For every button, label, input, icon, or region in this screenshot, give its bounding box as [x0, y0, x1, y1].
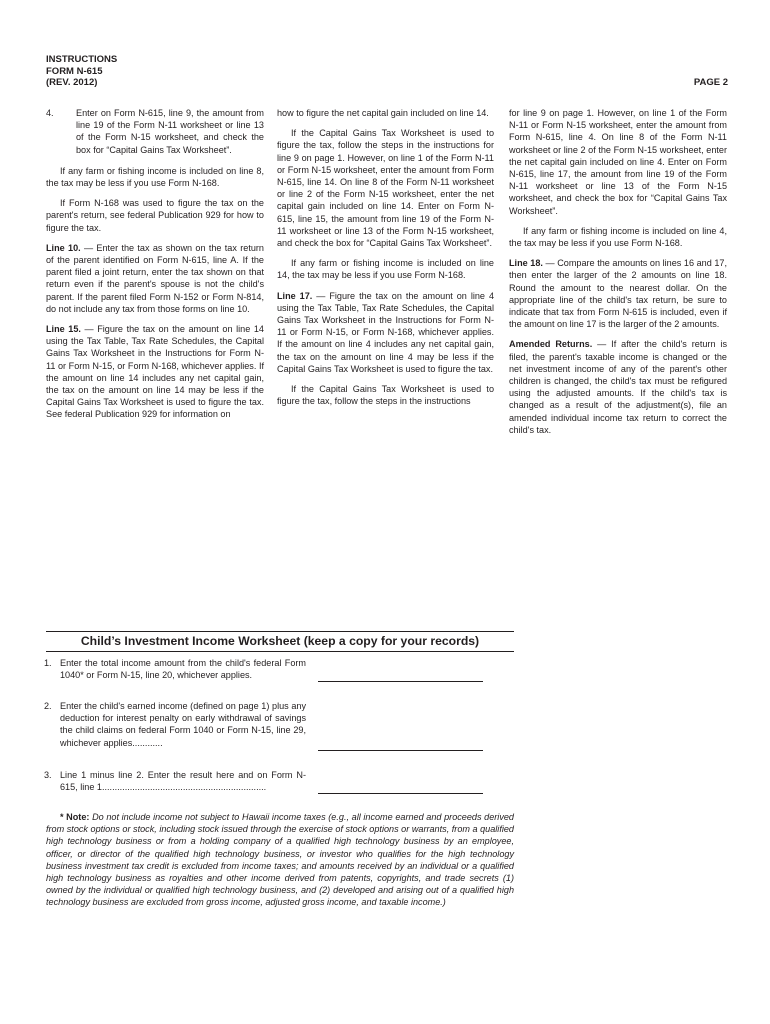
- line-10-label: Line 10.: [46, 242, 81, 253]
- paragraph-capital-gains-worksheet: If the Capital Gains Tax Worksheet is used to figure the tax, follow the steps in the instructions for line 9 on page 1. However, on line 1 of the Form N-11 or Form N-15 worksheet, enter the amount from Form N-615, line 14. On line 8 of the Form N-11 worksheet or line 2 of the Form N-15 worksheet, enter the net capital gain included on line 14. Enter on Form N-615, line 15, the amount from line 19 of the Form N-11 worksheet or line 13 of the Form N-15 worksheet, and check the box for “Capital Gains Tax Worksheet”.: [277, 128, 494, 249]
- line-10-text: — Enter the tax as shown on the tax return of the parent identified on Form N-615, line A. If the parent filed a joint return, enter the tax shown on that return even if the parent's spouse is not the child's parent. If the parent filed Form N-152 or Form N-814, do not include any tax from those forms on line 10.: [46, 242, 264, 314]
- paragraph-continued: how to figure the net capital gain included on line 14.: [277, 108, 489, 118]
- worksheet-note: [46, 811, 514, 909]
- paragraph-form-n168: If Form N-168 was used to figure the tax on the parent's return, see federal Publication 929 for how to figure the tax.: [46, 198, 264, 233]
- note-text: Do not include income not subject to Hawaii income taxes (e.g., all income earned and proceeds derived from stock options or stock, including stock issued through the exercise of stock options or warrants, from a qualified high technology business or from a holding company of a qualified high technology business by an employee, officer, or director of the qualified high technology business, or investor who qualifies for the high technology business investment tax credit is excluded from income taxes; and amounts received by an individual or a qualified high technology business as royalties and other income derived from patents, copyrights, and trade secrets (1) owned by the individual or qualified high technology business, and (2) developed and arising out of a qualified high technology business are excluded from gross income, adjusted gross income, and taxable income.): [46, 812, 514, 908]
- instruction-item-4: [46, 107, 264, 156]
- paragraph-farm-income: If any farm or fishing income is included on line 8, the tax may be less if you use Form N-168.: [46, 165, 264, 189]
- worksheet-line-1-entry[interactable]: [318, 681, 483, 682]
- line-18-instructions: [509, 257, 727, 330]
- worksheet-bottom-rule: [46, 651, 514, 652]
- line-17-instructions: [277, 290, 494, 375]
- worksheet-line-2-entry[interactable]: [318, 750, 483, 751]
- header-instructions: INSTRUCTIONS: [46, 54, 118, 65]
- amended-returns: [509, 338, 727, 436]
- worksheet-line-number: 3.: [44, 770, 52, 780]
- column-3: [509, 107, 727, 444]
- header-form-number: FORM N-615: [46, 65, 103, 77]
- line-15-text: — Figure the tax on the amount on line 14 using the Tax Table, Tax Rate Schedules, the Capital Gains Tax Worksheet in the Instructions for Form N-11 or Form N-15, or Form N-168, whichever applies. If the amount on line 14 includes any net capital gain, the tax on the amount on line 14 may be less if the Capital Gains Tax Worksheet is used to figure the tax. See federal Publication 929 for information on: [46, 324, 264, 420]
- worksheet-title: Child’s Investment Income Worksheet (keep a copy for your records): [80, 634, 480, 648]
- paragraph-continued: for line 9 on page 1. However, on line 1 of the Form N-11 or Form N-15 worksheet, enter the amount from Form N-615, line 4. On line 8 of the Form N-11 worksheet or line 2 of the Form N-15 worksheet, enter the net capital gain included on line 4. Enter on Form N-615, line 17, the amount from line 19 of the Form N-11 worksheet or line 13 of the Form N-15 worksheet, and check the box for “Capital Gains Tax Worksheet”.: [509, 108, 727, 216]
- paragraph-farm-income: If any farm or fishing income is included on line 14, the tax may be less if you use Form N-168.: [277, 258, 494, 281]
- page-header: [46, 54, 728, 89]
- header-revision: (REV. 2012): [46, 77, 98, 88]
- worksheet-line-3-entry[interactable]: [318, 793, 483, 794]
- worksheet-line-text: Enter the child's earned income (defined on page 1) plus any deduction for interest penalty on early withdrawal of savings the child claims on federal Form 1040 or Form N-15, line 29, whichever applies............: [60, 701, 306, 748]
- amended-returns-label: Amended Returns.: [509, 339, 593, 350]
- line-15-label: Line 15.: [46, 324, 81, 335]
- line-18-text: — Compare the amounts on lines 16 and 17, then enter the larger of the 2 amounts on line 18. Round the amount to the nearest dollar. On the appropriate line of the child's tax return, be sure to indicate that tax from Form N-615 is included, even if the amount on line 17 is the larger of the 2 amounts.: [509, 258, 727, 330]
- worksheet-line-number: 2.: [44, 701, 52, 711]
- line-18-label: Line 18.: [509, 258, 543, 269]
- note-label: * Note:: [60, 812, 90, 822]
- form-identifier: [46, 54, 728, 89]
- worksheet-line-3: [46, 769, 306, 793]
- column-1: [46, 107, 264, 429]
- column-2: [277, 107, 494, 415]
- worksheet-line-text: Line 1 minus line 2. Enter the result here and on Form N-615, line 1.................................................................: [60, 770, 306, 793]
- worksheet-line-1: [46, 657, 306, 681]
- page-number: PAGE 2: [693, 77, 728, 88]
- worksheet-header: [46, 631, 514, 652]
- paragraph-farm-income: If any farm or fishing income is included on line 4, the tax may be less if you use Form N-168.: [509, 225, 727, 249]
- line-17-text: — Figure the tax on the amount on line 4 using the Tax Table, Tax Rate Schedules, the Capital Gains Tax Worksheet in the Instructions for Form N-11 or Form N-15, or Form N-168, whichever applies. If the amount on line 4 includes any net capital gain, the tax on the amount on line 4 may be less if the Capital Gains Tax Worksheet is used to figure the tax.: [277, 290, 494, 374]
- line-15-instructions: [46, 323, 264, 421]
- worksheet-line-2: [46, 700, 306, 749]
- line-10-instructions: [46, 242, 264, 315]
- worksheet-line-text: Enter the total income amount from the child's federal Form 1040* or Form N-15, line 20, whichever applies.: [60, 658, 306, 681]
- item-text: Enter on Form N-615, line 9, the amount from line 19 of the Form N-11 worksheet or line 13 of the Form N-15 worksheet, and check the box for “Capital Gains Tax Worksheet”.: [76, 108, 264, 155]
- item-number: 4.: [46, 108, 54, 118]
- paragraph-capital-gains-worksheet-2: If the Capital Gains Tax Worksheet is used to figure the tax, follow the steps in the instructions: [277, 384, 494, 407]
- line-17-label: Line 17.: [277, 290, 313, 301]
- worksheet-line-number: 1.: [44, 658, 52, 668]
- amended-returns-text: — If after the child's return is filed, the parent's taxable income is changed or the net investment income of any of the parent's other children is changed, the child's tax must be refigured using the adjusted amounts. If the child's tax is changed as a result of the adjustment(s), file an amended individual income tax return to correct the child's tax.: [509, 339, 727, 435]
